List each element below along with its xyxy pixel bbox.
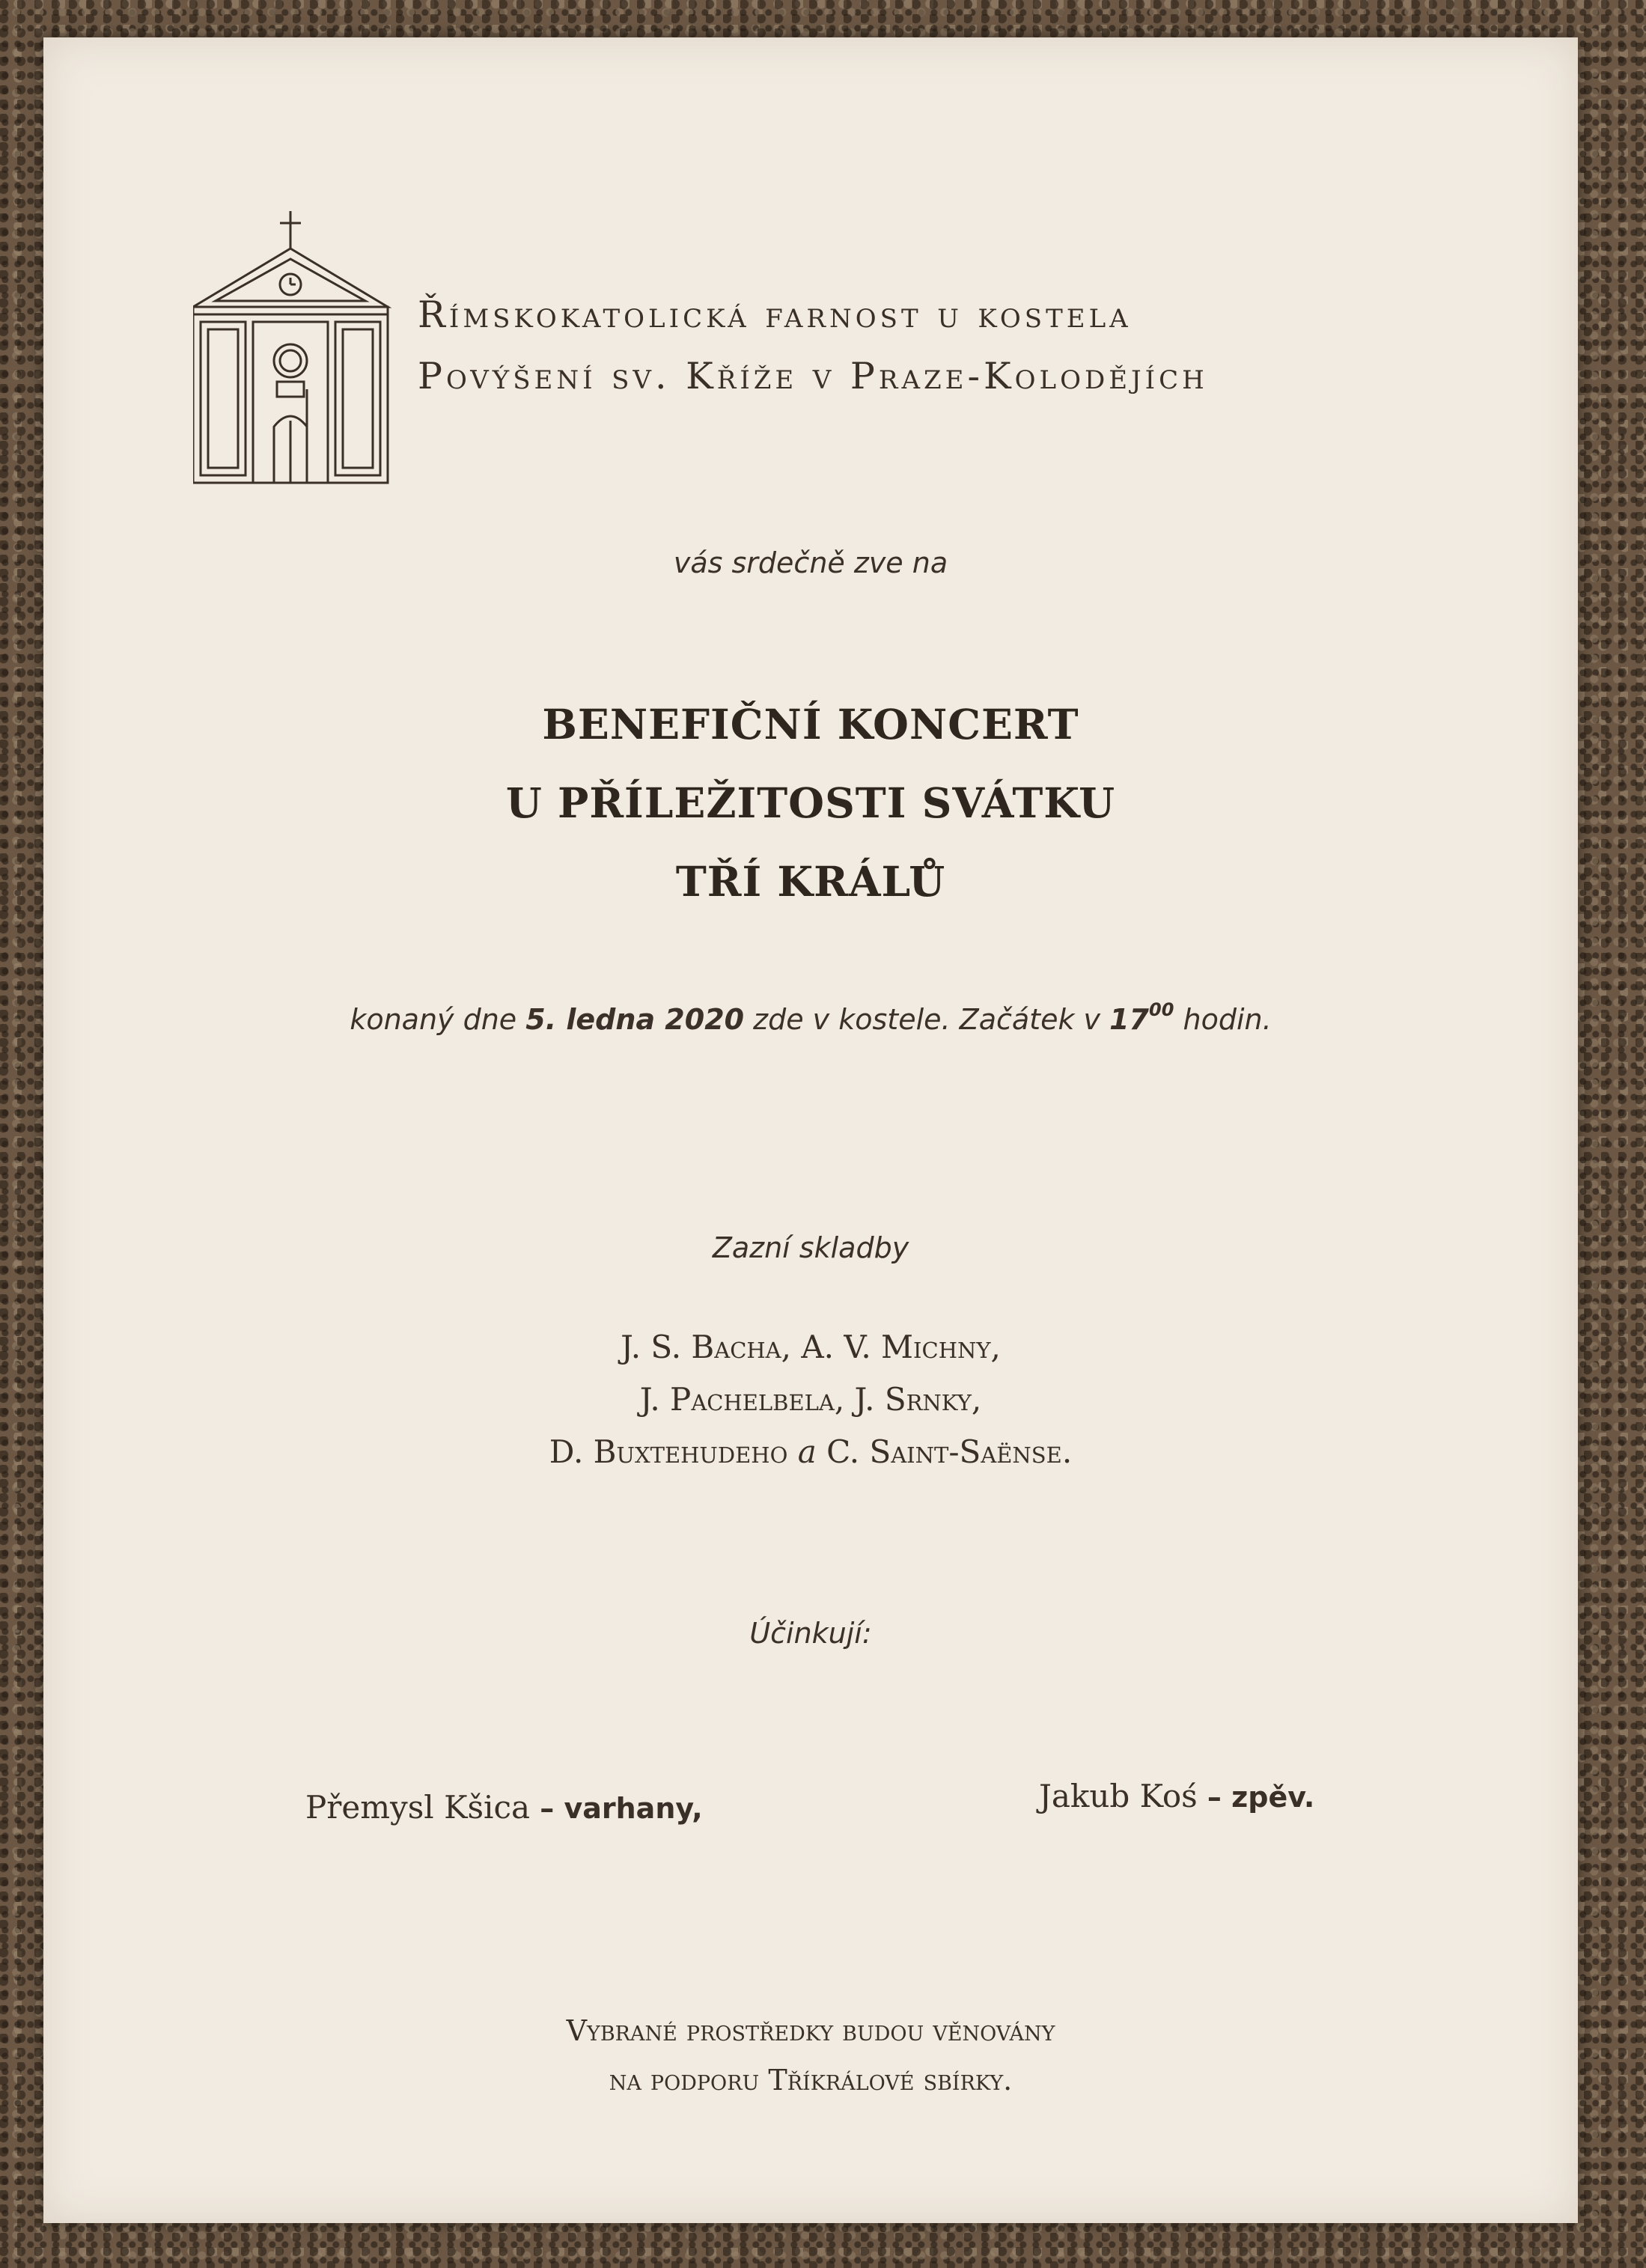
poster-sheet xyxy=(43,37,1578,2223)
parish-name xyxy=(418,284,1208,407)
performer-organ xyxy=(305,1789,703,1826)
event-date: 5. ledna 2020 xyxy=(525,1003,745,1036)
program-heading: Zazní skladby xyxy=(712,1231,909,1264)
composer-line-2: J. Pachelbela, J. Srnky, xyxy=(639,1381,982,1418)
event-minutes: 00 xyxy=(1149,999,1174,1020)
performer-2-name: Jakub Koś xyxy=(1039,1778,1198,1814)
event-hour: 17 xyxy=(1109,1003,1149,1036)
footer-line-2: na podporu Tříkrálové sbírky. xyxy=(609,2064,1013,2097)
footer-line-1: Vybrané prostředky budou věnovány xyxy=(566,2014,1055,2047)
composer-line-3b: C. Saint-Saënse. xyxy=(816,1433,1073,1470)
composer-line-1: J. S. Bacha, A. V. Michny, xyxy=(621,1329,1001,1365)
parish-line-2: Povýšení sv. Kříže v Praze-Kolodějích xyxy=(418,355,1208,397)
composer-line-3 xyxy=(43,1426,1578,1478)
event-details xyxy=(43,999,1578,1036)
parish-line-1: Římskokatolická farnost u kostela xyxy=(418,293,1132,336)
event-middle: zde v kostele. Začátek v xyxy=(744,1003,1110,1036)
composer-line-3a: D. Buxtehudeho xyxy=(549,1433,798,1470)
composer-list xyxy=(43,1321,1578,1478)
performers-heading: Účinkují: xyxy=(749,1617,872,1650)
performer-1-role: – varhany, xyxy=(530,1792,703,1825)
composer-conjunction: a xyxy=(797,1433,817,1470)
event-prefix: konaný dne xyxy=(350,1003,526,1036)
footer-note xyxy=(43,2006,1578,2105)
invitation-text: vás srdečně zve na xyxy=(673,546,948,579)
performer-2-role: – zpěv. xyxy=(1197,1781,1315,1814)
performer-vocal xyxy=(1039,1778,1314,1814)
church-icon xyxy=(193,210,410,487)
performer-1-name: Přemysl Kšica xyxy=(305,1789,531,1826)
title-line-1: BENEFIČNÍ KONCERT xyxy=(542,700,1079,749)
concert-title xyxy=(43,685,1578,921)
title-line-2: U PŘÍLEŽITOSTI SVÁTKU xyxy=(505,778,1116,827)
title-line-3: TŘÍ KRÁLŮ xyxy=(675,857,946,906)
event-suffix: hodin. xyxy=(1174,1003,1272,1036)
